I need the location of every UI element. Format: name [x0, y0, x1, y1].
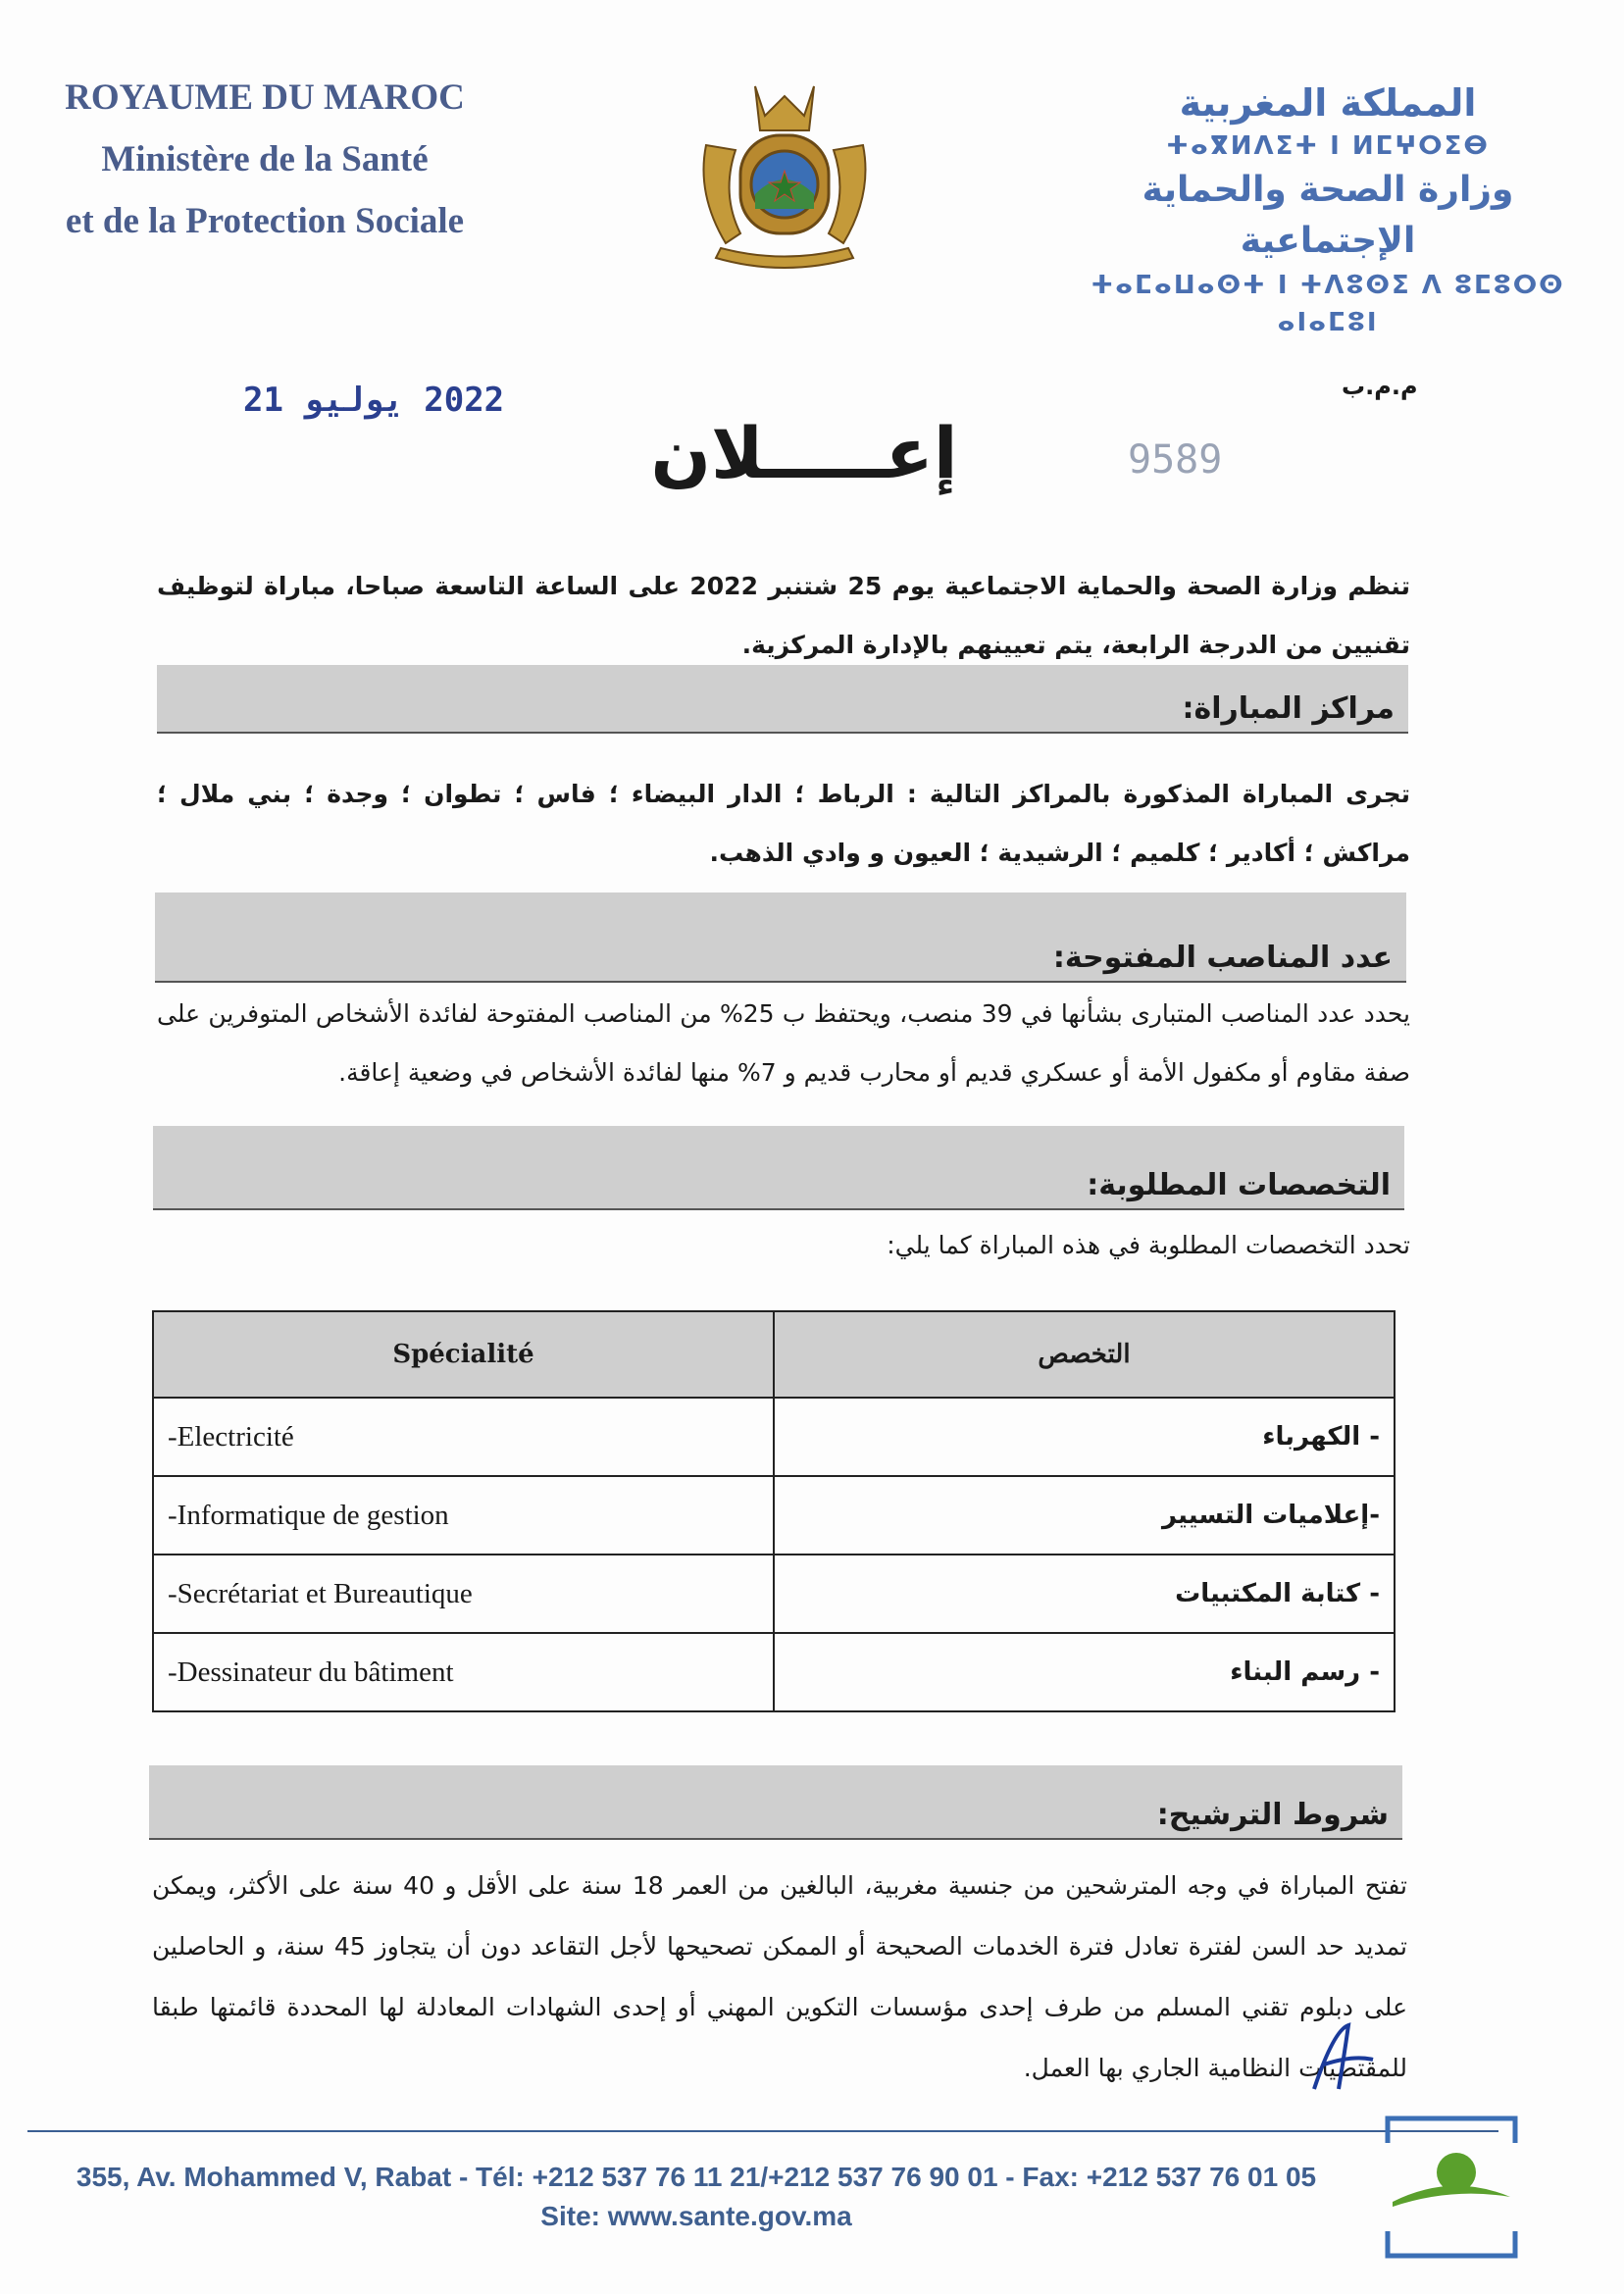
posts-paragraph: يحدد عدد المناصب المتبارى بشأنها في 39 منصب، ويحتفظ ب 25% من المناصب المفتوحة لفائدة الأشخاص المتوفرين على صفة مقاوم أو مكفول الأمة أو عسكري قديم أو محارب قديم و 7% منها لفائدة الأشخاص في وضعية إعاقة.: [157, 999, 1410, 1087]
reference-number: 9589: [1128, 437, 1223, 483]
specialties-paragraph: تحدد التخصصات المطلوبة في هذه المباراة كما يلي:: [887, 1231, 1410, 1259]
footer-address: 355, Av. Mohammed V, Rabat - Tél: +212 537 76 11 21/+212 537 76 90 01 - Fax: +212 537 76 01 05: [76, 2162, 1317, 2192]
header-fr-line2: Ministère de la Santé: [101, 139, 429, 179]
table-cell-ar: -إعلاميات التسيير: [774, 1476, 1395, 1555]
table-cell-fr: -Secrétariat et Bureautique: [153, 1555, 774, 1633]
ministry-logo-icon: [1383, 2114, 1520, 2261]
header-ar-line1: المملكة المغربية: [1179, 81, 1477, 125]
table-cell-fr: -Dessinateur du bâtiment: [153, 1633, 774, 1711]
conditions-paragraph: تفتح المباراة في وجه المترشحين من جنسية مغربية، البالغين من العمر 18 سنة على الأقل و 40 سنة على الأكثر، ويمكن تمديد حد السن لفترة تعادل فترة الخدمات الصحيحة أو الممكن تصحيحها لأجل التقاعد دون أن يتجاوز 45 سنة، و الحاصلين على دبلوم تقني المسلم من طرف إحدى مؤسسات التكوين المهني أو إحدى الشهادات المعادلة لها المحددة قائمتها طبقا للمقتضيات النظامية الجاري بها العمل.: [152, 1871, 1408, 2082]
footer-contact: [10, 2158, 1383, 2236]
table-row: [153, 1633, 1395, 1711]
header-tifinagh-line1: ⵜⴰⴳⵍⴷⵉⵜ ⵏ ⵍⵎⵖⵔⵉⴱ: [1166, 131, 1490, 161]
footer-website: Site: www.sante.gov.ma: [540, 2201, 852, 2231]
intro-paragraph: تنظم وزارة الصحة والحماية الاجتماعية يوم 25 شتنبر 2022 على الساعة التاسعة صباحا، مباراة لتوظيف تقنيين من الدرجة الرابعة، يتم تعيينهم بالإدارة المركزية.: [157, 572, 1410, 659]
section-heading-centers: [157, 665, 1408, 734]
table-row: [153, 1476, 1395, 1555]
header-arabic: [1053, 78, 1602, 341]
table-header-fr: Spécialité: [153, 1311, 774, 1398]
table-cell-fr: -Informatique de gestion: [153, 1476, 774, 1555]
header-tifinagh-line2: ⵜⴰⵎⴰⵡⴰⵙⵜ ⵏ ⵜⴷⵓⵙⵉ ⴷ ⵓⵎⵓⵔⵙ ⴰⵏⴰⵎⵓⵏ: [1091, 271, 1565, 337]
header-fr-line3: et de la Protection Sociale: [65, 201, 465, 241]
table-row: [153, 1398, 1395, 1476]
section-heading-specialties-text: التخصصات المطلوبة:: [1087, 1168, 1391, 1202]
centers-paragraph: تجرى المباراة المذكورة بالمراكز التالية : الرباط ؛ الدار البيضاء ؛ فاس ؛ تطوان ؛ وجدة ؛ بني ملال ؛ مراكش ؛ أكادير ؛ كلميم ؛ الرشيدية ؛ العيون و وادي الذهب.: [157, 780, 1410, 867]
table-header-row: [153, 1311, 1395, 1398]
reference-abbreviation: م.م.ب: [1342, 373, 1418, 400]
section-heading-specialties: [153, 1126, 1404, 1210]
specialties-table: [152, 1310, 1396, 1712]
section-heading-posts-text: عدد المناصب المفتوحة:: [1052, 941, 1393, 975]
section-heading-conditions: [149, 1765, 1402, 1840]
table-cell-ar: - رسم البناء: [774, 1633, 1395, 1711]
table-header-ar: التخصص: [774, 1311, 1395, 1398]
section-heading-posts: [155, 892, 1406, 983]
table-cell-ar: - كتابة المكتبيات: [774, 1555, 1395, 1633]
section-heading-conditions-text: شروط الترشيح:: [1156, 1798, 1389, 1832]
announcement-title: إعـــــلان: [650, 412, 958, 494]
header-ar-line2: وزارة الصحة والحماية الإجتماعية: [1142, 170, 1514, 261]
table-cell-ar: - الكهرباء: [774, 1398, 1395, 1476]
header-french: [29, 67, 500, 252]
date-stamp: 2022 يوليو 21: [243, 381, 505, 420]
coat-of-arms-icon: [686, 76, 883, 282]
header-fr-line1: ROYAUME DU MAROC: [65, 77, 465, 118]
footer-divider: [27, 2130, 1498, 2132]
section-heading-centers-text: مراكز المباراة:: [1182, 691, 1395, 726]
signature-icon: [1294, 2020, 1383, 2099]
table-cell-fr: -Electricité: [153, 1398, 774, 1476]
table-row: [153, 1555, 1395, 1633]
